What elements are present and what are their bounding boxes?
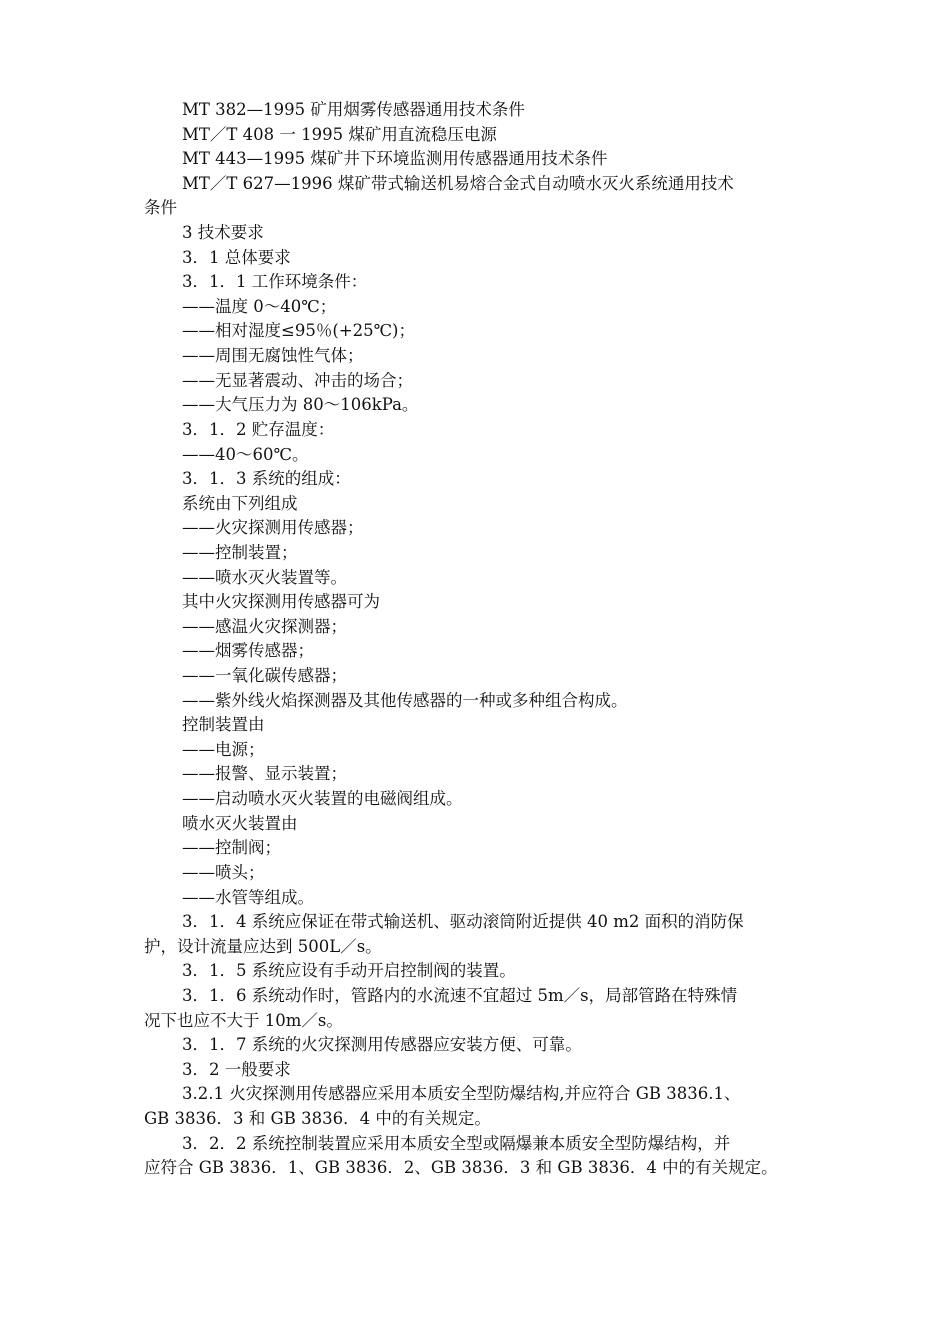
text-line: 系统由下列组成 <box>182 493 298 513</box>
text-line: ——一氧化碳传感器； <box>182 666 347 686</box>
text-line: 3．1．5 系统应设有手动开启控制阀的装置。 <box>182 961 516 981</box>
text-line: 3．2．2 系统控制装置应采用本质安全型或隔爆兼本质安全型防爆结构，并 <box>182 1133 731 1153</box>
text-line: ——控制阀； <box>182 838 281 858</box>
text-line: ——紫外线火焰探测器及其他传感器的一种或多种组合构成。 <box>182 690 628 710</box>
text-line: ——喷头； <box>182 862 265 882</box>
text-line: ——报警、显示装置； <box>182 764 347 784</box>
text-line: ——控制装置； <box>182 542 298 562</box>
text-line: ——大气压力为 80～106kPa。 <box>182 395 419 415</box>
text-line: 3．1．6 系统动作时，管路内的水流速不宜超过 5m／s，局部管路在特殊情 <box>182 985 738 1005</box>
text-line: 3．1．3 系统的组成： <box>182 469 351 489</box>
text-line: ——感温火灾探测器； <box>182 616 347 636</box>
text-line: ——周围无腐蚀性气体； <box>182 346 364 366</box>
text-line: 控制装置由 <box>182 715 265 735</box>
text-line: 应符合 GB 3836．1、GB 3836．2、GB 3836．3 和 GB 3836．4 中的有关规定。 <box>144 1158 778 1178</box>
text-line: 3．1．2 贮存温度： <box>182 419 335 439</box>
text-line: MT 382—1995 矿用烟雾传感器通用技术条件 <box>182 100 525 119</box>
text-line: 3．1．7 系统的火灾探测用传感器应安装方便、可靠。 <box>182 1035 582 1055</box>
text-line: ——相对湿度≤95％(+25℃)； <box>182 321 415 341</box>
text-line: 3.2.1 火灾探测用传感器应采用本质安全型防爆结构,并应符合 GB 3836.1、 <box>182 1084 741 1104</box>
text-line: 条件 <box>144 198 177 218</box>
text-line: MT 443—1995 煤矿井下环境监测用传感器通用技术条件 <box>182 149 608 169</box>
text-line: 3 技术要求 <box>182 223 264 243</box>
text-line: ——40～60℃。 <box>182 444 309 464</box>
text-line: ——无显著震动、冲击的场合； <box>182 370 413 390</box>
text-line: ——温度 0～40℃； <box>182 296 337 316</box>
text-line: 护，设计流量应达到 500L／s。 <box>144 936 382 956</box>
document-body <box>144 98 812 1181</box>
text-line: ——启动喷水灭火装置的电磁阀组成。 <box>182 789 463 809</box>
text-line: 况下也应不大于 10m／s。 <box>144 1010 343 1030</box>
text-line: ——喷水灭火装置等。 <box>182 567 347 587</box>
text-line: MT／T 627—1996 煤矿带式输送机易熔合金式自动喷水灭火系统通用技术 <box>182 173 734 193</box>
text-line: GB 3836．3 和 GB 3836．4 中的有关规定。 <box>144 1108 491 1128</box>
text-line: ——电源； <box>182 739 265 759</box>
text-line: ——火灾探测用传感器； <box>182 518 364 538</box>
text-line: MT／T 408 一 1995 煤矿用直流稳压电源 <box>182 124 497 144</box>
text-line: 其中火灾探测用传感器可为 <box>182 592 380 612</box>
text-line: ——水管等组成。 <box>182 887 314 907</box>
text-line: 喷水灭火装置由 <box>182 813 298 833</box>
text-line: 3．1 总体要求 <box>182 247 291 267</box>
text-line: 3．2 一般要求 <box>182 1059 291 1079</box>
text-line: 3．1．1 工作环境条件： <box>182 272 368 292</box>
text-line: ——烟雾传感器； <box>182 641 314 661</box>
text-line: 3．1．4 系统应保证在带式输送机、驱动滚筒附近提供 40 m2 面积的消防保 <box>182 912 744 932</box>
